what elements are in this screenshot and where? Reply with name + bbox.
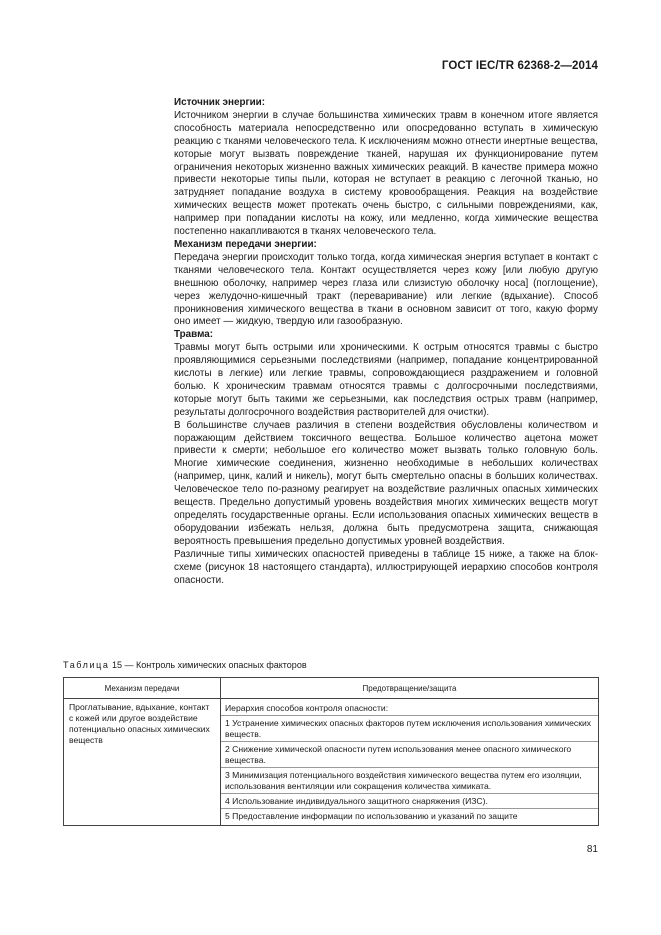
table-header-row bbox=[64, 678, 599, 699]
prevention-item: 2 Снижение химической опасности путем использования менее опасного химического вещества. bbox=[221, 741, 598, 767]
paragraph: Источником энергии в случае большинства химических травм в конечном итоге является способность материала непосредственно или опосредованно вступать в химическую реакцию с тканями человеческого тела. К исключениям можно отнести инертные вещества, которые могут вызвать повреждение тканей, нарушая их функционирование путем ограничения некоторых жизненно важных химических реакций. В качестве примера можно привести некоторые типы пыли, которая не вступает в реакцию с легочной тканью, но затрудняет попадание воздуха в систему кровообращения. Реакция на воздействие химических веществ может протекать очень быстро, с сильными повреждениями, как, например при попадании кислоты на кожу, или медленно, когда химические вещества постепенно накапливаются в тканях человеческого тела. bbox=[174, 109, 598, 238]
heading-injury: Травма: bbox=[174, 329, 214, 341]
paragraph: Различные типы химических опасностей приведены в таблице 15 ниже, а также на блок-схеме (рисунок 18 настоящего стандарта), иллюстрирующей иерархию способов контроля опасности. bbox=[174, 548, 598, 586]
prevention-cell bbox=[221, 699, 599, 826]
table-caption-title: 15 — Контроль химических опасных факторов bbox=[109, 660, 307, 670]
body-text bbox=[174, 97, 598, 587]
table-row bbox=[64, 699, 599, 826]
column-header-prevention: Предотвращение/защита bbox=[221, 678, 599, 699]
heading-transfer-mechanism: Механизм передачи энергии: bbox=[174, 238, 317, 250]
prevention-item: Иерархия способов контроля опасности: bbox=[225, 703, 389, 713]
heading-energy-source: Источник энергии: bbox=[174, 97, 266, 108]
prevention-item: 4 Использование индивидуального защитного снаряжения (ИЗС). bbox=[221, 793, 598, 808]
table-caption bbox=[63, 660, 307, 670]
table-caption-prefix: Таблица bbox=[63, 660, 110, 670]
chemical-hazard-control-table bbox=[63, 677, 599, 826]
column-header-mechanism: Механизм передачи bbox=[64, 678, 221, 699]
prevention-item: 5 Предоставление информации по использованию и указаний по защите bbox=[221, 808, 598, 823]
prevention-item: 1 Устранение химических опасных факторов путем исключения использования химических веществ. bbox=[221, 715, 598, 741]
paragraph: В большинстве случаев различия в степени воздействия обусловлены количеством и поражающим действием токсичного вещества. Большое количество ацетона может привести к смерти; небольшое его количество может вызвать только головную боль. Многие химические соединения, жизненно необходимые в небольших количествах (например, цинк, калий и никель), могут быть смертельно опасны в больших количествах. Человеческое тело по-разному реагирует на воздействие различных опасных химических веществ. Предельно допустимый уровень воздействия многих химических веществ могут определять государственные органы. Если использования опасных химических веществ в оборудовании избежать нельзя, должна быть предусмотрена защита, снижающая вероятность превышения предельно допустимых уровней воздействия. bbox=[174, 419, 598, 547]
paragraph: Передача энергии происходит только тогда, когда химическая энергия вступает в контакт с тканями человеческого тела. Контакт осуществляется через кожу [или любую другую внешнюю оболочку, например через глаза или слизистую оболочку носа] (поглощение), через желудочно-кишечный тракт (переваривание) или легкие (вдыхание). Способ проникновения химического вещества в ткани в основном зависит от того, какую форму оно имеет — жидкую, твердую или газообразную. bbox=[174, 251, 598, 328]
standard-code: ГОСТ IEC/TR 62368-2—2014 bbox=[441, 60, 598, 72]
mechanism-cell: Проглатывание, вдыхание, контакт с кожей или другое воздействие потенциально опасных химических веществ bbox=[64, 699, 221, 826]
page-number: 81 bbox=[586, 844, 598, 855]
paragraph: Травмы могут быть острыми или хроническими. К острым относятся травмы с быстро проявляющимися серьезными последствиями (например, попадание концентрированной кислоты в легкие) или легкие травмы, сопровождающиеся раздражением и головной болью. К хроническим травмам относятся травмы с долгосрочными последствиями, которые могут быть такими же серьезными, как последствия острых травм (например, результаты долгосрочного воздействия растворителей для очистки). bbox=[174, 342, 598, 418]
prevention-item: 3 Минимизация потенциального воздействия химического вещества путем его изоляции, использования вентиляции или сокращения количества химиката. bbox=[221, 767, 598, 793]
